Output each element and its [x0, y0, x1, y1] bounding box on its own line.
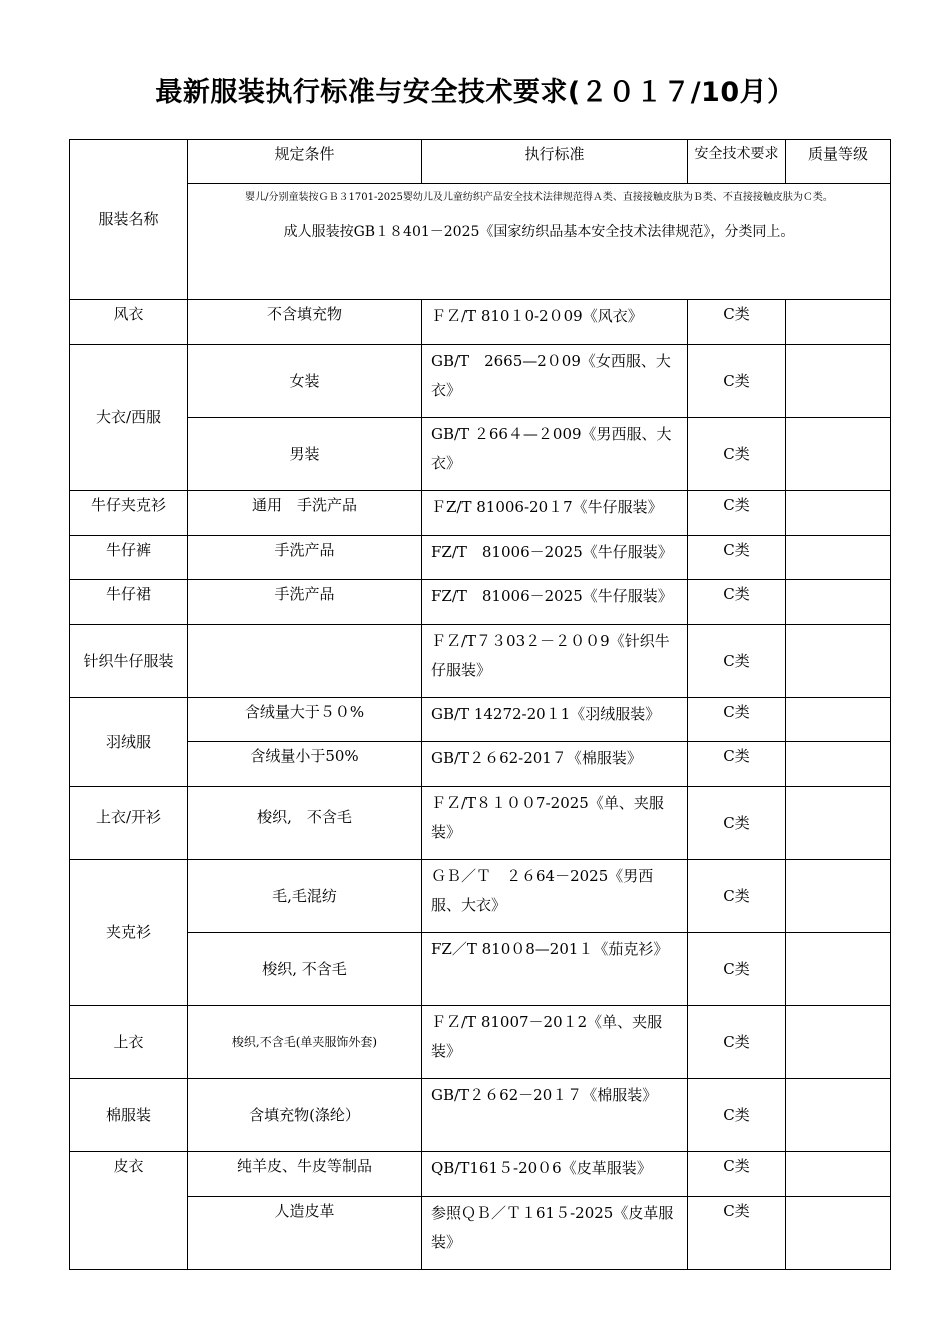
header-name: 服装名称	[70, 140, 188, 300]
garment-name: 棉服装	[70, 1079, 188, 1152]
garment-name: 大衣/西服	[70, 345, 188, 491]
standard-cell: ＦZ/T 81006-20１7《牛仔服装》	[422, 491, 688, 536]
condition-cell: 含填充物(涤纶）	[188, 1079, 422, 1152]
grade-cell	[786, 580, 891, 625]
standard-cell: GB/T 14272-20１1《羽绒服装》	[422, 698, 688, 742]
safety-cell: C类	[688, 1152, 786, 1197]
table-row	[70, 1197, 891, 1270]
standard-cell: QB/T161５-20０6《皮革服装》	[422, 1152, 688, 1197]
condition-cell: 通用 手洗产品	[188, 491, 422, 536]
garment-name: 羽绒服	[70, 698, 188, 787]
page-title: 最新服装执行标准与安全技术要求(２０１７/10月）	[155, 77, 795, 108]
condition-cell: 含绒量小于50%	[188, 742, 422, 787]
table-row	[70, 300, 891, 345]
notes-row	[70, 184, 891, 300]
standard-cell: GB/T 2665—2０09《女西服、大衣》	[422, 345, 688, 418]
header-row	[70, 140, 891, 184]
table-row	[70, 742, 891, 787]
table-row	[70, 625, 891, 698]
table-row	[70, 933, 891, 1006]
standard-cell: ＦＺ/T 81007－20１2《单、夹服装》	[422, 1006, 688, 1079]
table-row	[70, 491, 891, 536]
standard-cell: ＦＺ/T７３03２－２００9《针织牛仔服装》	[422, 625, 688, 698]
table-row	[70, 860, 891, 933]
grade-cell	[786, 418, 891, 491]
garment-name: 风衣	[70, 300, 188, 345]
safety-cell: C类	[688, 418, 786, 491]
condition-cell: 梭织, 不含毛	[188, 933, 422, 1006]
safety-cell: C类	[688, 860, 786, 933]
grade-cell	[786, 698, 891, 742]
grade-cell	[786, 1152, 891, 1197]
safety-cell: C类	[688, 933, 786, 1006]
grade-cell	[786, 742, 891, 787]
header-standard: 执行标准	[422, 140, 688, 184]
safety-cell: C类	[688, 787, 786, 860]
grade-cell	[786, 345, 891, 418]
infant-note: 婴儿/分别童装按ＧＢ３1701-2025婴幼儿及儿童纺织产品安全技术法律规范得Ａ类、直接接触皮肤为Ｂ类、不直接接触皮肤为Ｃ类。	[245, 192, 833, 203]
safety-cell: C类	[688, 491, 786, 536]
header-safety: 安全技术要求	[688, 140, 786, 184]
table-row	[70, 580, 891, 625]
garment-name: 夹克衫	[70, 860, 188, 1006]
table-row	[70, 1006, 891, 1079]
safety-cell: C类	[688, 345, 786, 418]
standard-cell: ＧＢ／Ｔ ２６64－2025《男西服、大衣》	[422, 860, 688, 933]
safety-cell: C类	[688, 536, 786, 580]
garment-name: 牛仔裙	[70, 580, 188, 625]
safety-cell: C类	[688, 1079, 786, 1152]
grade-cell	[786, 1006, 891, 1079]
grade-cell	[786, 1079, 891, 1152]
standard-cell: ＦＺ/T８１００7-2025《单、夹服装》	[422, 787, 688, 860]
grade-cell	[786, 491, 891, 536]
condition-cell: 含绒量大于５０%	[188, 698, 422, 742]
garment-name: 上衣	[70, 1006, 188, 1079]
condition-cell: 不含填充物	[188, 300, 422, 345]
grade-cell	[786, 300, 891, 345]
condition-cell: 女装	[188, 345, 422, 418]
notes-cell	[188, 184, 891, 300]
safety-cell: C类	[688, 625, 786, 698]
header-grade: 质量等级	[786, 140, 891, 184]
garment-name: 牛仔夹克衫	[70, 491, 188, 536]
safety-cell: C类	[688, 1006, 786, 1079]
grade-cell	[786, 787, 891, 860]
grade-cell	[786, 1197, 891, 1270]
condition-cell: 纯羊皮、牛皮等制品	[188, 1152, 422, 1197]
condition-cell: 手洗产品	[188, 580, 422, 625]
garment-name: 皮衣	[70, 1152, 188, 1270]
standard-cell: FZ/T 81006－2025《牛仔服装》	[422, 536, 688, 580]
safety-cell: C类	[688, 580, 786, 625]
header-condition: 规定条件	[188, 140, 422, 184]
condition-cell	[188, 625, 422, 698]
table-row	[70, 418, 891, 491]
table-row	[70, 1079, 891, 1152]
standard-cell: GB/T２６62－20１７《棉服装》	[422, 1079, 688, 1152]
condition-cell: 男装	[188, 418, 422, 491]
grade-cell	[786, 933, 891, 1006]
condition-cell: 人造皮革	[188, 1197, 422, 1270]
garment-name: 牛仔裤	[70, 536, 188, 580]
grade-cell	[786, 860, 891, 933]
table-row	[70, 345, 891, 418]
condition-cell: 毛,毛混纺	[188, 860, 422, 933]
grade-cell	[786, 625, 891, 698]
table-row	[70, 787, 891, 860]
standard-cell: FZ／T 810０8—201１《茄克衫》	[422, 933, 688, 1006]
standard-cell: FZ/T 81006－2025《牛仔服装》	[422, 580, 688, 625]
condition-cell: 梭织, 不含毛	[188, 787, 422, 860]
garment-name: 针织牛仔服装	[70, 625, 188, 698]
safety-cell: C类	[688, 1197, 786, 1270]
standard-cell: 参照ＱＢ／Ｔ１61５-2025《皮革服装》	[422, 1197, 688, 1270]
table-row	[70, 1152, 891, 1197]
standard-cell: ＦＺ/T 810１0-2０09《风衣》	[422, 300, 688, 345]
grade-cell	[786, 536, 891, 580]
table-row	[70, 698, 891, 742]
safety-cell: C类	[688, 300, 786, 345]
standard-cell: GB/T ２66４—２009《男西服、大衣》	[422, 418, 688, 491]
condition-cell: 梭织,不含毛(单夹服饰外套)	[188, 1006, 422, 1079]
table-row	[70, 536, 891, 580]
garment-name: 上衣/开衫	[70, 787, 188, 860]
adult-note: 成人服装按GB１８401－2025《国家纺织品基本安全技术法律规范》，分类同上。	[283, 224, 795, 240]
condition-cell: 手洗产品	[188, 536, 422, 580]
safety-cell: C类	[688, 698, 786, 742]
standard-cell: GB/T２６62-201７《棉服装》	[422, 742, 688, 787]
standards-table	[69, 139, 891, 1270]
safety-cell: C类	[688, 742, 786, 787]
